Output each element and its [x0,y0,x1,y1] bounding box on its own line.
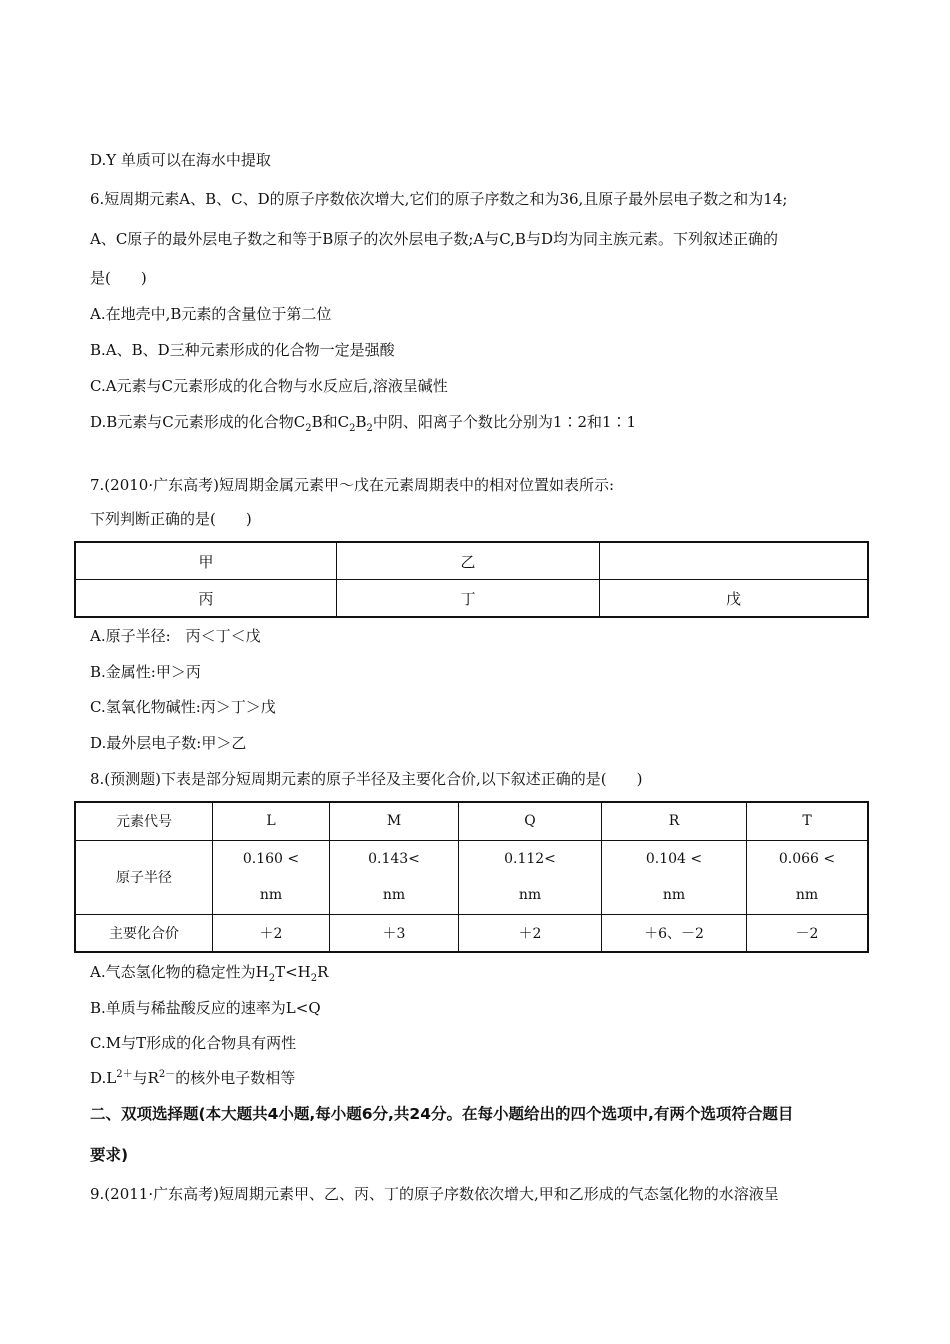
q6-d-text: D.B元素与C元素形成的化合物C [90,413,306,431]
table-cell: 乙 [337,542,600,580]
radius-value: 0.066 < [778,851,836,867]
subscript: 2 [268,973,276,984]
radius-unit: nm [259,887,283,903]
q8-stem: 8.(预测题)下表是部分短周期元素的原子半径及主要化合价,以下叙述正确的是( ) [90,770,643,788]
table-header-cell: L [213,802,330,840]
q8-option-d [90,1068,295,1088]
q9-stem: 9.(2011·广东高考)短周期元素甲、乙、丙、丁的原子序数依次增大,甲和乙形成的气态氢化物的水溶液呈 [90,1185,779,1203]
radius-value: 0.104 < [645,851,703,867]
q6-d-text: 中阴、阳离子个数比分别为1∶2和1∶1 [372,413,637,431]
table-header-cell: Q [459,802,602,840]
radius-unit: nm [795,887,819,903]
q7-stem-line-1: 7.(2010·广东高考)短周期金属元素甲～戊在元素周期表中的相对位置如表所示: [90,476,615,494]
q6-option-c: C.A元素与C元素形成的化合物与水反应后,溶液呈碱性 [90,377,448,395]
table-cell [602,840,747,914]
q8-a-text: A.气态氢化物的稳定性为H [90,963,269,981]
table-cell: ＋2 [459,914,602,952]
table-row [75,802,868,840]
table-cell [747,840,869,914]
table-header-cell: 元素代号 [75,802,213,840]
table-row [75,914,868,952]
table-cell [330,840,459,914]
table-row-label: 原子半径 [75,840,213,914]
q7-option-b: B.金属性:甲＞丙 [90,663,201,681]
radius-unit: nm [382,887,406,903]
q8-a-text: R [317,963,329,981]
table-cell: 戊 [600,580,869,618]
table-cell [600,542,869,580]
q8-a-text: T<H [275,963,311,981]
superscript: 2＋ [116,1069,133,1080]
table-header-cell: R [602,802,747,840]
table-cell: ＋2 [213,914,330,952]
table-cell: ＋3 [330,914,459,952]
q8-element-table [74,801,869,953]
radius-unit: nm [518,887,542,903]
table-cell: 丁 [337,580,600,618]
q6-option-b: B.A、B、D三种元素形成的化合物一定是强酸 [90,341,395,359]
q6-d-text: B和C [311,413,350,431]
q8-d-text: 与R [132,1069,159,1087]
q8-option-a [90,962,328,982]
subscript: 2 [305,423,312,434]
radius-value: 0.143< [368,851,420,867]
q6-option-a: A.在地壳中,B元素的含量位于第二位 [90,305,332,323]
superscript: 2－ [158,1069,176,1080]
q6-d-text: B [355,413,367,431]
table-cell [213,840,330,914]
table-row [75,840,868,914]
table-row-label: 主要化合价 [75,914,213,952]
table-header-cell: M [330,802,459,840]
q8-d-text: D.L [90,1069,117,1087]
q7-periodic-table [74,541,869,618]
table-cell: －2 [747,914,869,952]
q8-d-text: 的核外电子数相等 [175,1069,296,1087]
table-row [75,580,868,618]
table-row [75,542,868,580]
radius-value: 0.160 < [242,851,300,867]
section-2-heading-line-1: 二、双项选择题(本大题共4小题,每小题6分,共24分。在每小题给出的四个选项中,有两个选项符合题目 [90,1105,794,1123]
radius-value: 0.112< [504,851,556,867]
table-cell: 甲 [75,542,337,580]
q6-option-d [90,412,636,432]
radius-unit: nm [662,887,686,903]
section-2-heading-line-2: 要求) [90,1146,129,1164]
subscript: 2 [366,423,373,434]
q6-stem-line-2: A、C原子的最外层电子数之和等于B原子的次外层电子数;A与C,B与D均为同主族元素。下列叙述正确的 [90,230,778,248]
q6-stem-line-1: 6.短周期元素A、B、C、D的原子序数依次增大,它们的原子序数之和为36,且原子最外层电子数之和为14; [90,190,788,208]
subscript: 2 [310,973,318,984]
table-cell [459,840,602,914]
table-cell: 丙 [75,580,337,618]
q5-option-d: D.Y 单质可以在海水中提取 [90,151,271,169]
q8-option-c: C.M与T形成的化合物具有两性 [90,1034,297,1052]
subscript: 2 [349,423,356,434]
q7-option-a: A.原子半径: 丙＜丁＜戊 [90,627,261,645]
table-cell: ＋6、－2 [602,914,747,952]
q7-option-c: C.氢氧化物碱性:丙＞丁＞戊 [90,698,276,716]
q6-stem-line-3: 是( ) [90,269,147,287]
table-header-cell: T [747,802,869,840]
q7-stem-line-2: 下列判断正确的是( ) [90,510,252,528]
q7-option-d: D.最外层电子数:甲＞乙 [90,734,247,752]
q8-option-b: B.单质与稀盐酸反应的速率为L<Q [90,999,321,1017]
